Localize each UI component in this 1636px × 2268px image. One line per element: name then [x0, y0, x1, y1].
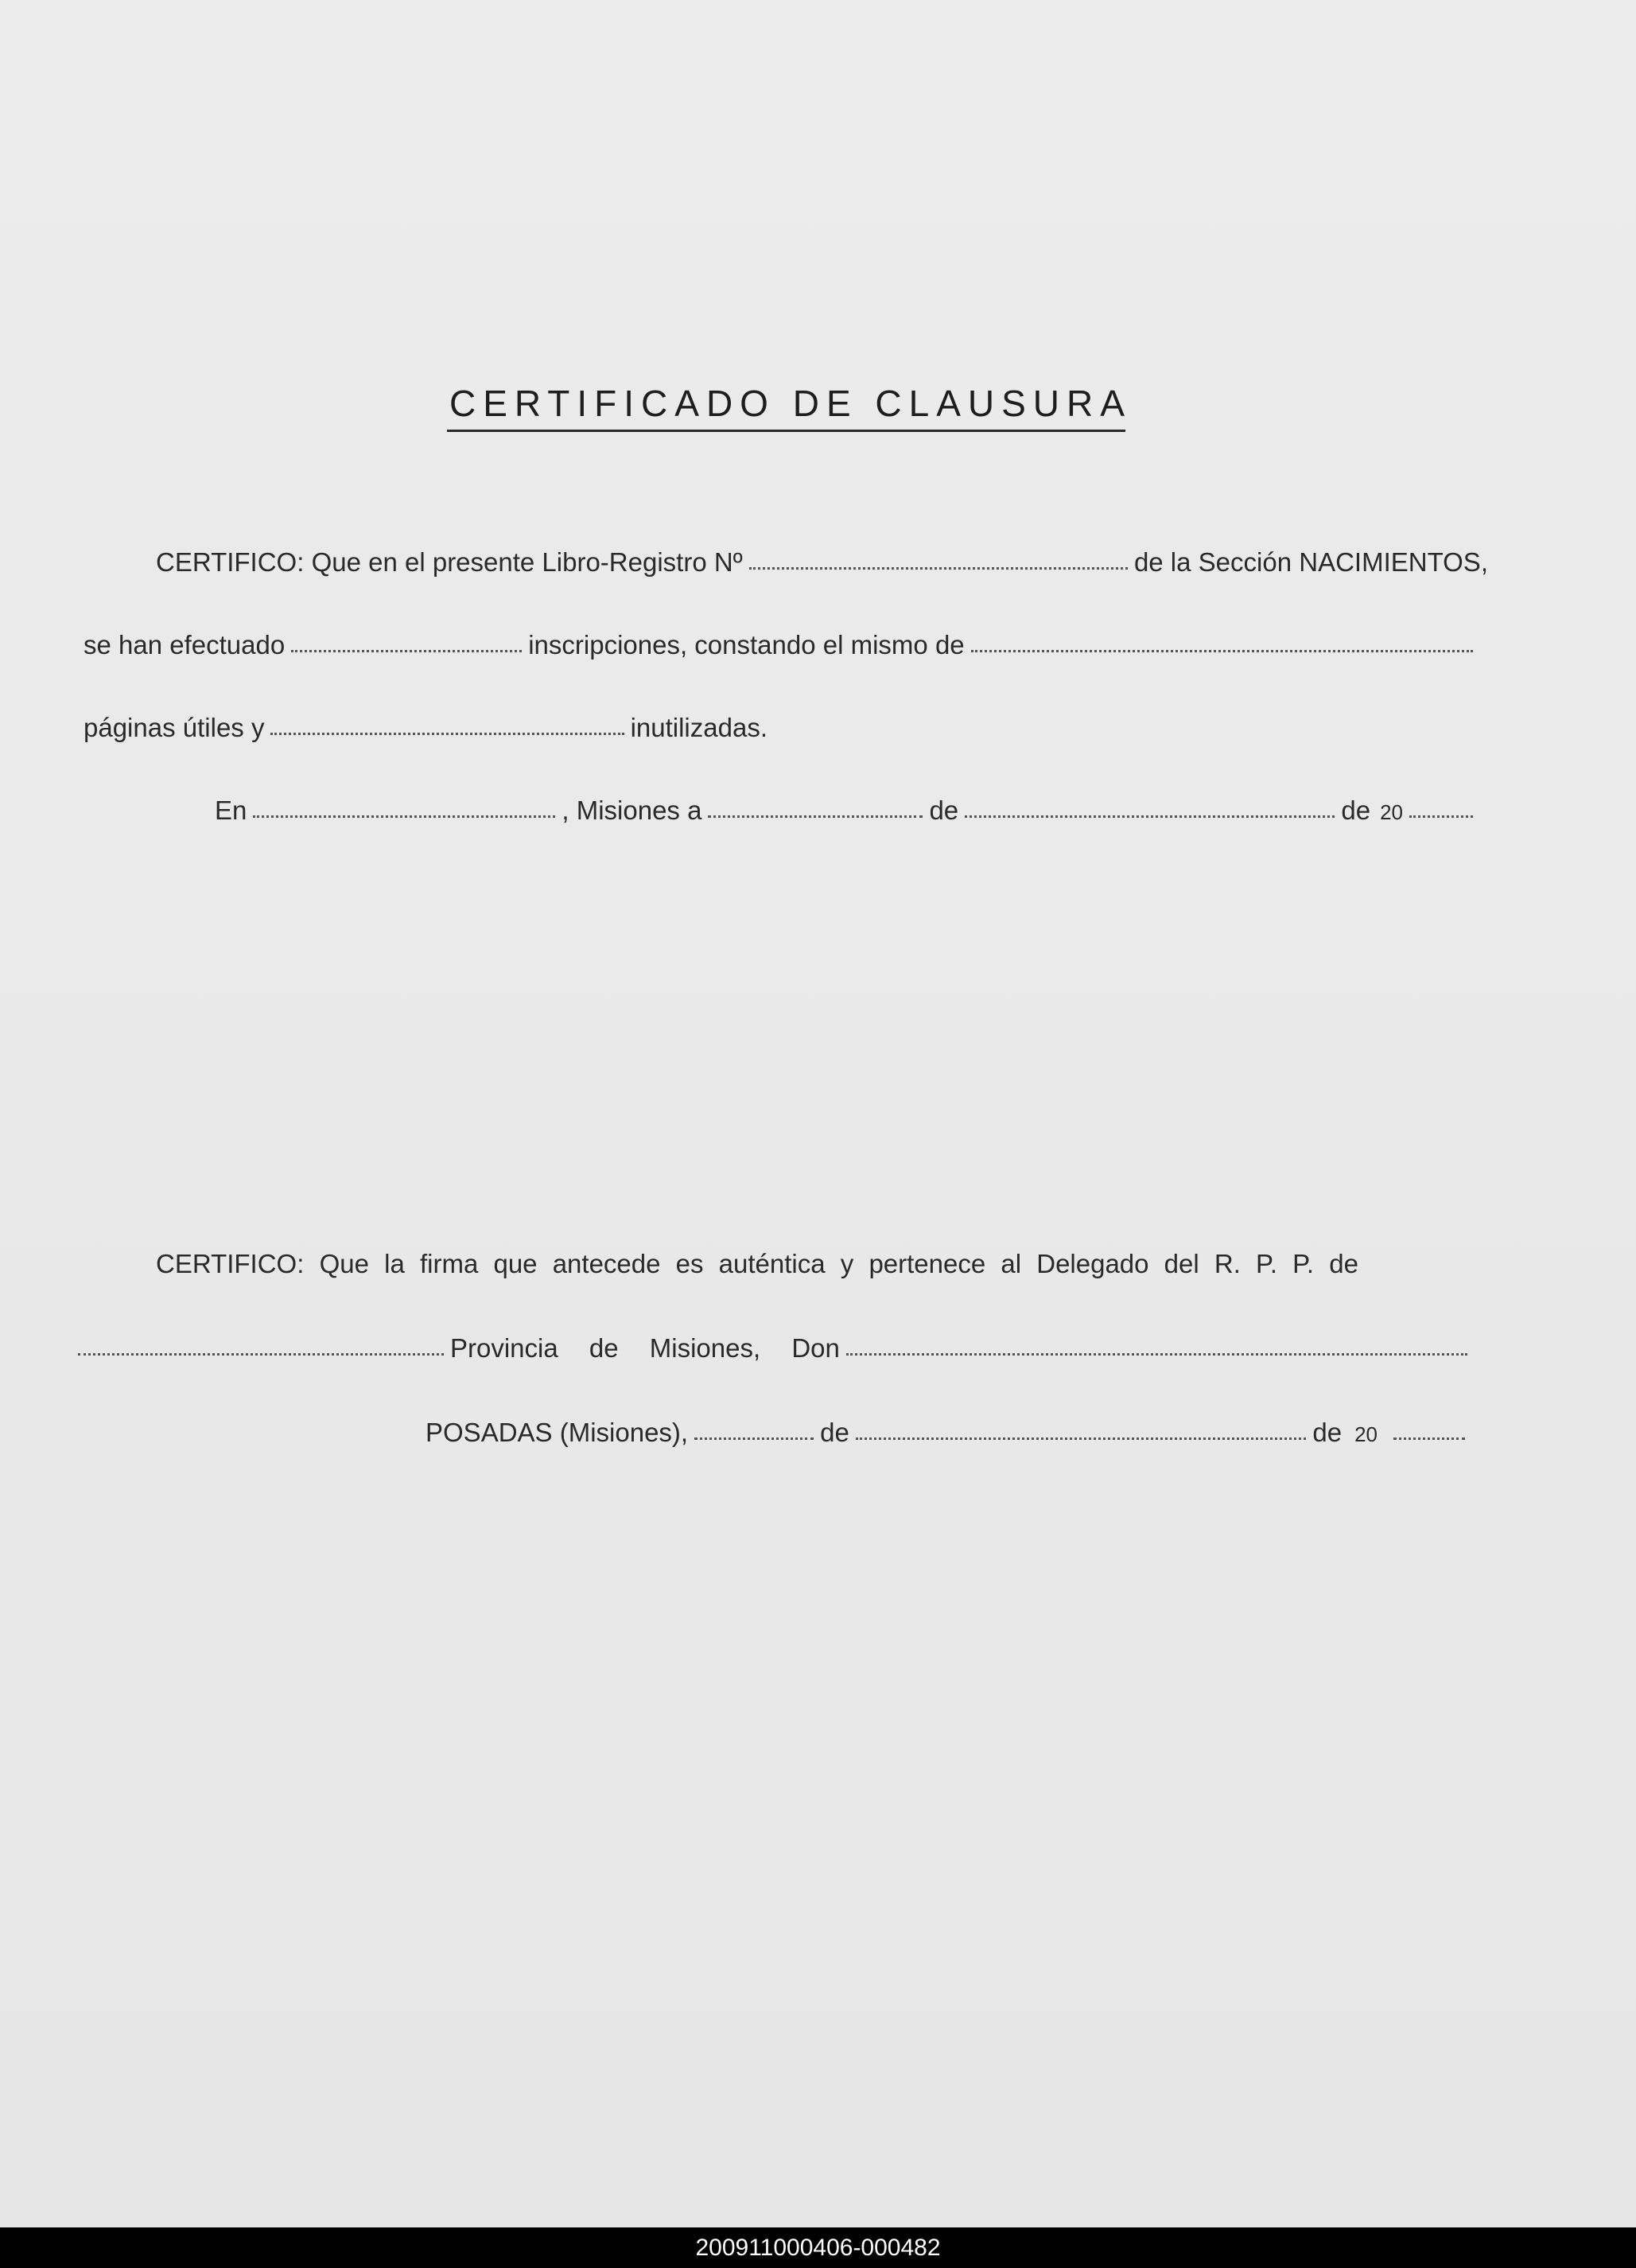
certifico-line-3 — [84, 713, 767, 743]
certifico-line-2 — [84, 630, 1479, 660]
blank-delegacion — [78, 1353, 444, 1356]
paginas-utiles-text: páginas útiles y — [84, 713, 265, 742]
title-underline — [447, 430, 1125, 432]
certifico-firma-line-2 — [78, 1333, 1474, 1364]
certifico-text-1: CERTIFICO: Que en el presente Libro-Registro Nº — [156, 547, 743, 577]
efectuado-text: se han efectuado — [84, 630, 286, 659]
inscripciones-text: inscripciones, constando el mismo de — [528, 630, 965, 659]
blank-don — [846, 1353, 1467, 1356]
blank-dia — [708, 815, 923, 818]
blank-dia-2 — [694, 1437, 814, 1440]
blank-anio-2 — [1393, 1437, 1465, 1440]
year-prefix: 20 — [1380, 800, 1403, 824]
blank-paginas — [971, 650, 1473, 652]
blank-anio — [1409, 815, 1473, 818]
blank-libro-numero — [749, 567, 1128, 570]
de-text-2: de — [1341, 796, 1371, 825]
blank-inscripciones — [291, 650, 522, 652]
de-text-3: de — [820, 1418, 849, 1447]
en-text: En — [215, 796, 247, 825]
scan-id-footer: 200911000406-000482 — [0, 2227, 1636, 2268]
certifico-firma-line-1 — [156, 1249, 1472, 1279]
certifico-firma-text: CERTIFICO: Que la firma que antecede es auténtica y pertenece al Delegado del R. P. P. de — [156, 1249, 1358, 1278]
blank-lugar — [253, 815, 555, 818]
blank-mes-2 — [856, 1437, 1307, 1440]
seccion-text: de la Sección NACIMIENTOS, — [1133, 547, 1488, 577]
year-prefix-2: 20 — [1354, 1422, 1378, 1446]
certifico-firma-line-3 — [426, 1418, 1471, 1448]
certifico-line-4 — [215, 796, 1479, 826]
de-text-1: de — [929, 796, 959, 825]
document-title: CERTIFICADO DE CLAUSURA — [449, 383, 1132, 424]
blank-mes — [965, 815, 1335, 818]
de-text-4: de — [1312, 1418, 1343, 1447]
misiones-a-text: , Misiones a — [562, 796, 702, 825]
blank-inutilizadas — [270, 733, 624, 735]
inutilizadas-text: inutilizadas. — [630, 713, 767, 742]
posadas-text: POSADAS (Misiones), — [426, 1418, 689, 1447]
provincia-text: Provincia de Misiones, Don — [450, 1333, 840, 1363]
certifico-line-1 — [156, 547, 1488, 578]
